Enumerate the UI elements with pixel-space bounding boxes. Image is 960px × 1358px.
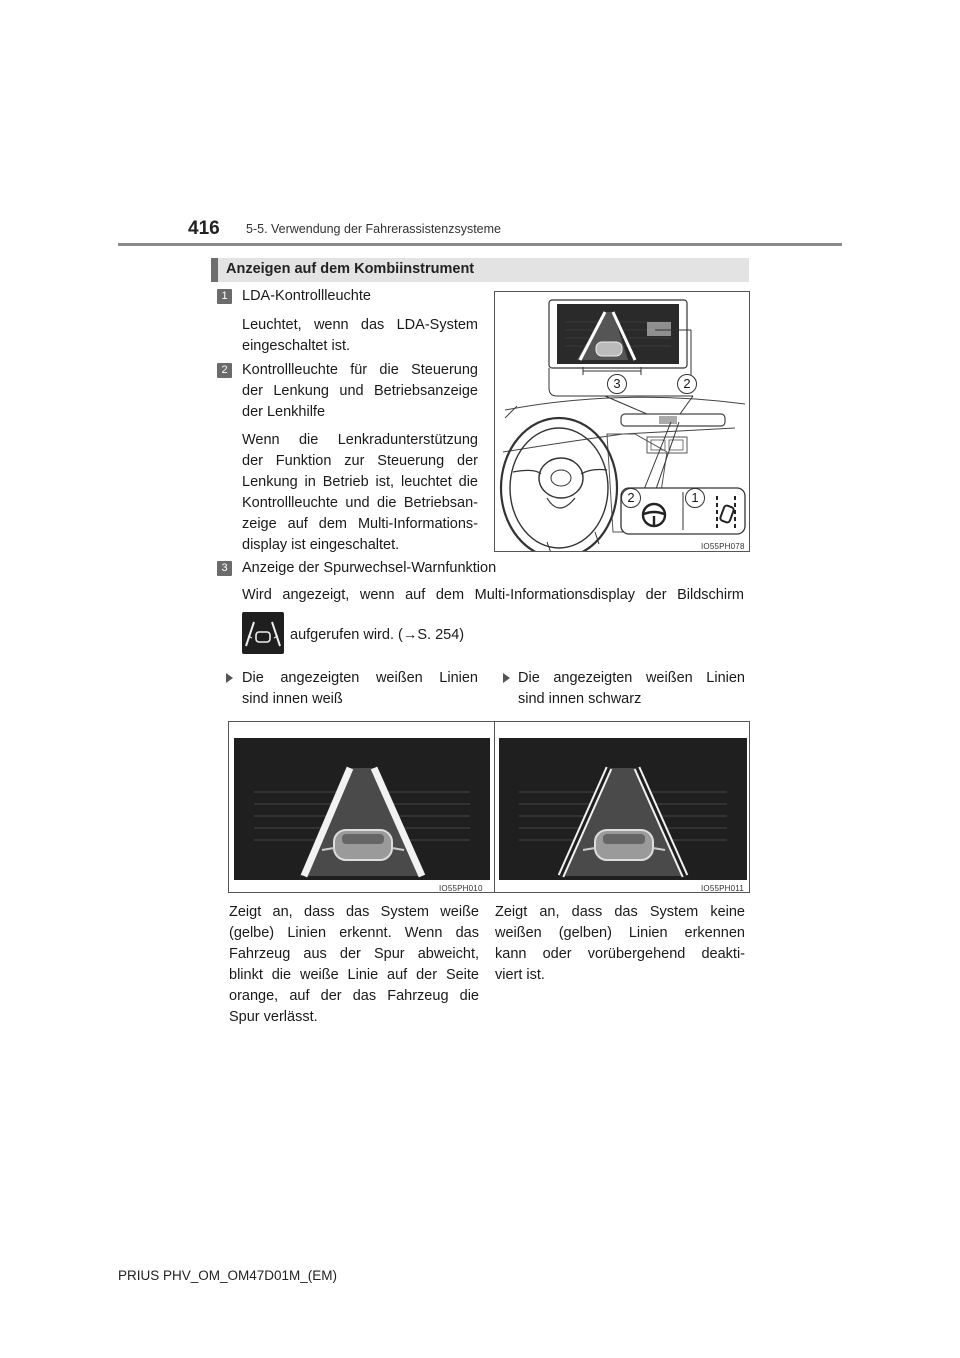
item-desc-line: Wird angezeigt, wenn auf dem Multi-Informationsdisplay der Bildschirm (242, 587, 744, 603)
item-title-line: der Lenkung und Betriebsanzeige (242, 383, 478, 399)
item-number-badge: 3 (217, 561, 232, 576)
item-title: LDA-Kontrollleuchte (242, 288, 371, 304)
bullet-triangle-icon (226, 673, 233, 683)
steering-wheel-icon (641, 502, 667, 528)
variant-bullet-line: sind innen schwarz (518, 691, 642, 707)
dashboard-illustration (495, 292, 750, 552)
caption-line: Zeigt an, dass das System keine (495, 904, 745, 920)
dashboard-figure (494, 291, 750, 552)
item-title-line: der Lenkhilfe (242, 404, 326, 420)
item-desc-line: aufgerufen wird. (→S. 254) (290, 627, 465, 643)
item-desc-line: Wenn die Lenkradunterstützung (242, 432, 478, 448)
figure-code: IO55PH078 (701, 542, 745, 551)
manual-id: PRIUS PHV_OM_OM47D01M_(EM) (118, 1268, 338, 1283)
meter-screen (499, 738, 747, 880)
variant-figure-white (228, 721, 495, 893)
figure-code: IO55PH011 (701, 884, 745, 893)
item-desc-line: zeige auf dem Multi-Informations- (242, 516, 478, 532)
item-desc-line: Leuchtet, wenn das LDA-System (242, 317, 478, 333)
item-number-badge: 1 (217, 289, 232, 304)
callout-circle: 1 (685, 488, 705, 508)
callout-circle: 2 (621, 488, 641, 508)
caption-line: Zeigt an, dass das System weiße (229, 904, 479, 920)
caption-line: weißen (gelben) Linien erkennen (495, 925, 745, 941)
variant-bullet-line: Die angezeigten weißen Linien (242, 670, 478, 686)
lane-change-warning-icon (242, 612, 284, 654)
item-title-line: Kontrollleuchte für die Steuerung (242, 362, 478, 378)
item-title: Anzeige der Spurwechsel-Warnfunktion (242, 560, 497, 576)
callout-circle: 3 (607, 374, 627, 394)
figure-code: IO55PH010 (439, 884, 483, 893)
item-desc-line: der Funktion zur Steuerung der (242, 453, 478, 469)
caption-line: orange, auf der das Fahrzeug die (229, 988, 479, 1004)
caption-line: blinkt die weiße Linie auf der Seite (229, 967, 479, 983)
item-desc-line: display ist eingeschaltet. (242, 537, 400, 553)
section-title: Anzeigen auf dem Kombiinstrument (226, 261, 475, 277)
caption-line: Fahrzeug aus der Spur abweicht, (229, 946, 479, 962)
header-rule (118, 243, 842, 246)
caption-line: Spur verlässt. (229, 1009, 318, 1025)
caption-line: kann oder vorübergehend deakti- (495, 946, 745, 962)
callout-circle: 2 (677, 374, 697, 394)
caption-line: (gelbe) Linien erkennt. Wenn das (229, 925, 479, 941)
caption-line: viert ist. (495, 967, 545, 983)
variant-bullet-line: sind innen weiß (242, 691, 343, 707)
item-desc-line: Lenkung in Betrieb ist, leuchtet die (242, 474, 478, 490)
item-number-badge: 2 (217, 363, 232, 378)
page-number: 416 (188, 218, 220, 239)
lane-departure-icon (713, 494, 739, 530)
variant-bullet-line: Die angezeigten weißen Linien (518, 670, 745, 686)
meter-screen (234, 738, 490, 880)
item-desc-line: eingeschaltet ist. (242, 338, 351, 354)
bullet-triangle-icon (503, 673, 510, 683)
variant-figure-black (494, 721, 750, 893)
item-desc-line: Kontrollleuchte und die Betriebsan- (242, 495, 478, 511)
section-heading-bar (211, 258, 749, 282)
chapter-title: 5-5. Verwendung der Fahrerassistenzsysteme (246, 222, 501, 236)
